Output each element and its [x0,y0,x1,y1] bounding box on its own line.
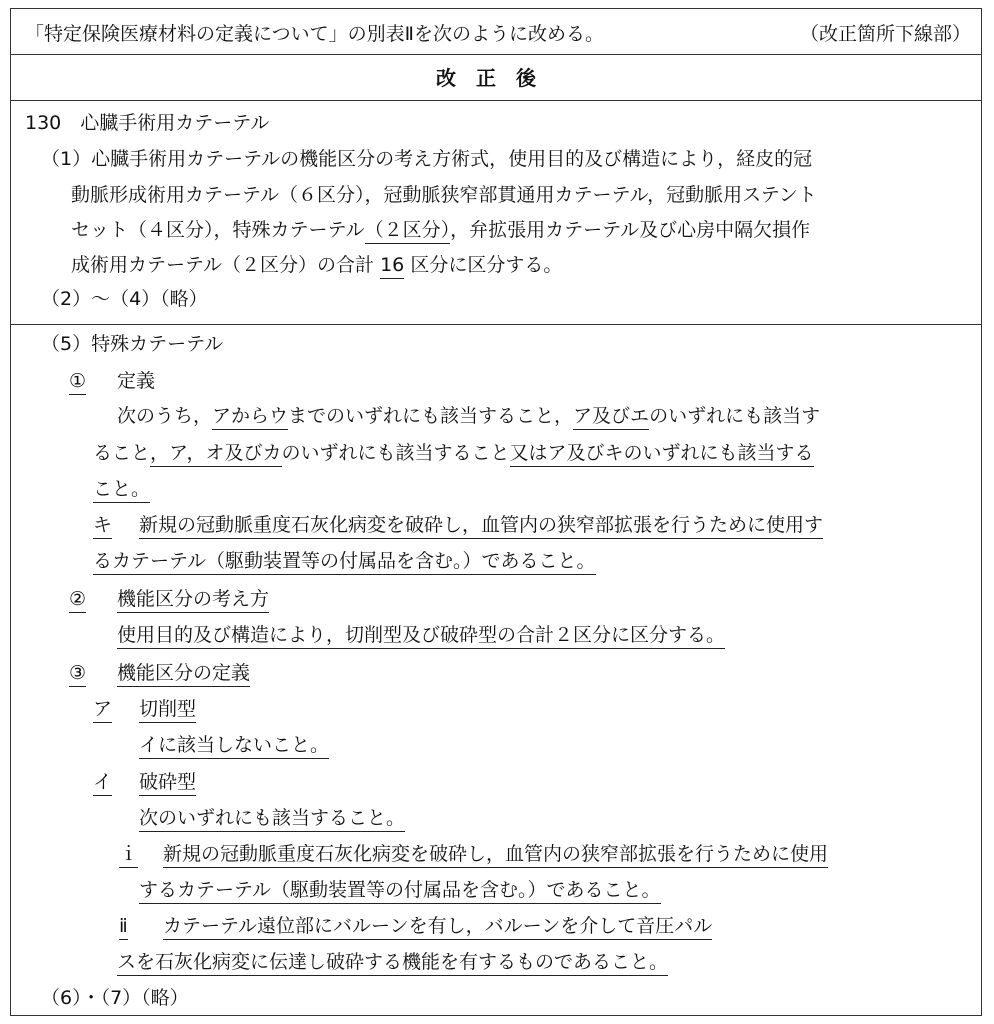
r2-line1: カテーテル遠位部にバルーンを有し，バルーンを介して音圧パル [163,914,712,938]
r1-line1: 新規の冠動脈重度石灰化病変を破砕し，血管内の狭窄部拡張を行うために使用 [163,842,828,866]
c1-label: 定義 [117,370,156,392]
item-title: 130 心臓手術用カテーテル [25,112,270,134]
a-number: ア [93,697,112,721]
def-line1: 次のうち，アからウまでのいずれにも該当すること，ア及びエのいずれにも該当す [117,404,820,428]
r2-number: ⅱ [119,914,128,938]
header-row [11,9,981,55]
c1-number: ① [69,369,86,393]
ki-line1: 新規の冠動脈重度石灰化病変を破砕し，血管内の狭窄部拡張を行うために使用す [139,513,823,537]
c2-label: 機能区分の考え方 [117,587,269,611]
ki-number: キ [93,513,112,537]
c3-label: 機能区分の定義 [117,661,250,685]
p6-7-omitted: （6）・（7）（略） [41,987,189,1009]
p1-line1: （1）心臓手術用カテーテルの機能区分の考え方術式，使用目的及び構造により，経皮的冠 [41,148,813,170]
i-label: 破砕型 [139,770,196,794]
p1-line4: 成術用カテーテル（２区分）の合計 16 区分に区分する。 [71,253,562,277]
def-line3: こと。 [93,477,150,501]
r1-line2: するカテーテル（駆動装置等の付属品を含む。）であること。 [139,878,661,902]
c2-number: ② [69,587,86,611]
c3-number: ③ [69,661,86,685]
column-title: 改正後 [11,55,981,101]
document-table [10,8,982,1016]
header-note: （改正箇所下線部） [799,23,971,45]
a-text: イに該当しないこと。 [139,733,329,757]
i-text: 次のいずれにも該当すること。 [139,806,405,830]
p1-line2: 動脈形成術用カテーテル（６区分），冠動脈狭窄部貫通用カテーテル，冠動脈用ステント [71,184,817,206]
p2-4-omitted: （2）～（4）（略） [41,288,208,310]
c2-text: 使用目的及び構造により，切削型及び破砕型の合計２区分に区分する。 [117,623,725,647]
p1-line3: セット（４区分），特殊カテーテル（２区分），弁拡張用カテーテル及び心房中隔欠損作 [71,218,810,242]
i-number: イ [93,770,112,794]
header-instruction: 「特定保険医療材料の定義について」の別表Ⅱを次のように改める。 [25,23,604,45]
a-label: 切削型 [139,697,196,721]
r2-line2: スを石灰化病変に伝達し破砕する機能を有するものであること。 [117,950,668,974]
p5-heading: （5）特殊カテーテル [41,333,224,355]
r1-number: ｉ [119,842,138,866]
def-line2: ること，ア，オ及びカのいずれにも該当すること又はア及びキのいずれにも該当する [93,441,814,465]
ki-line2: るカテーテル（駆動装置等の付属品を含む。）であること。 [93,549,596,573]
section-130 [11,101,981,325]
